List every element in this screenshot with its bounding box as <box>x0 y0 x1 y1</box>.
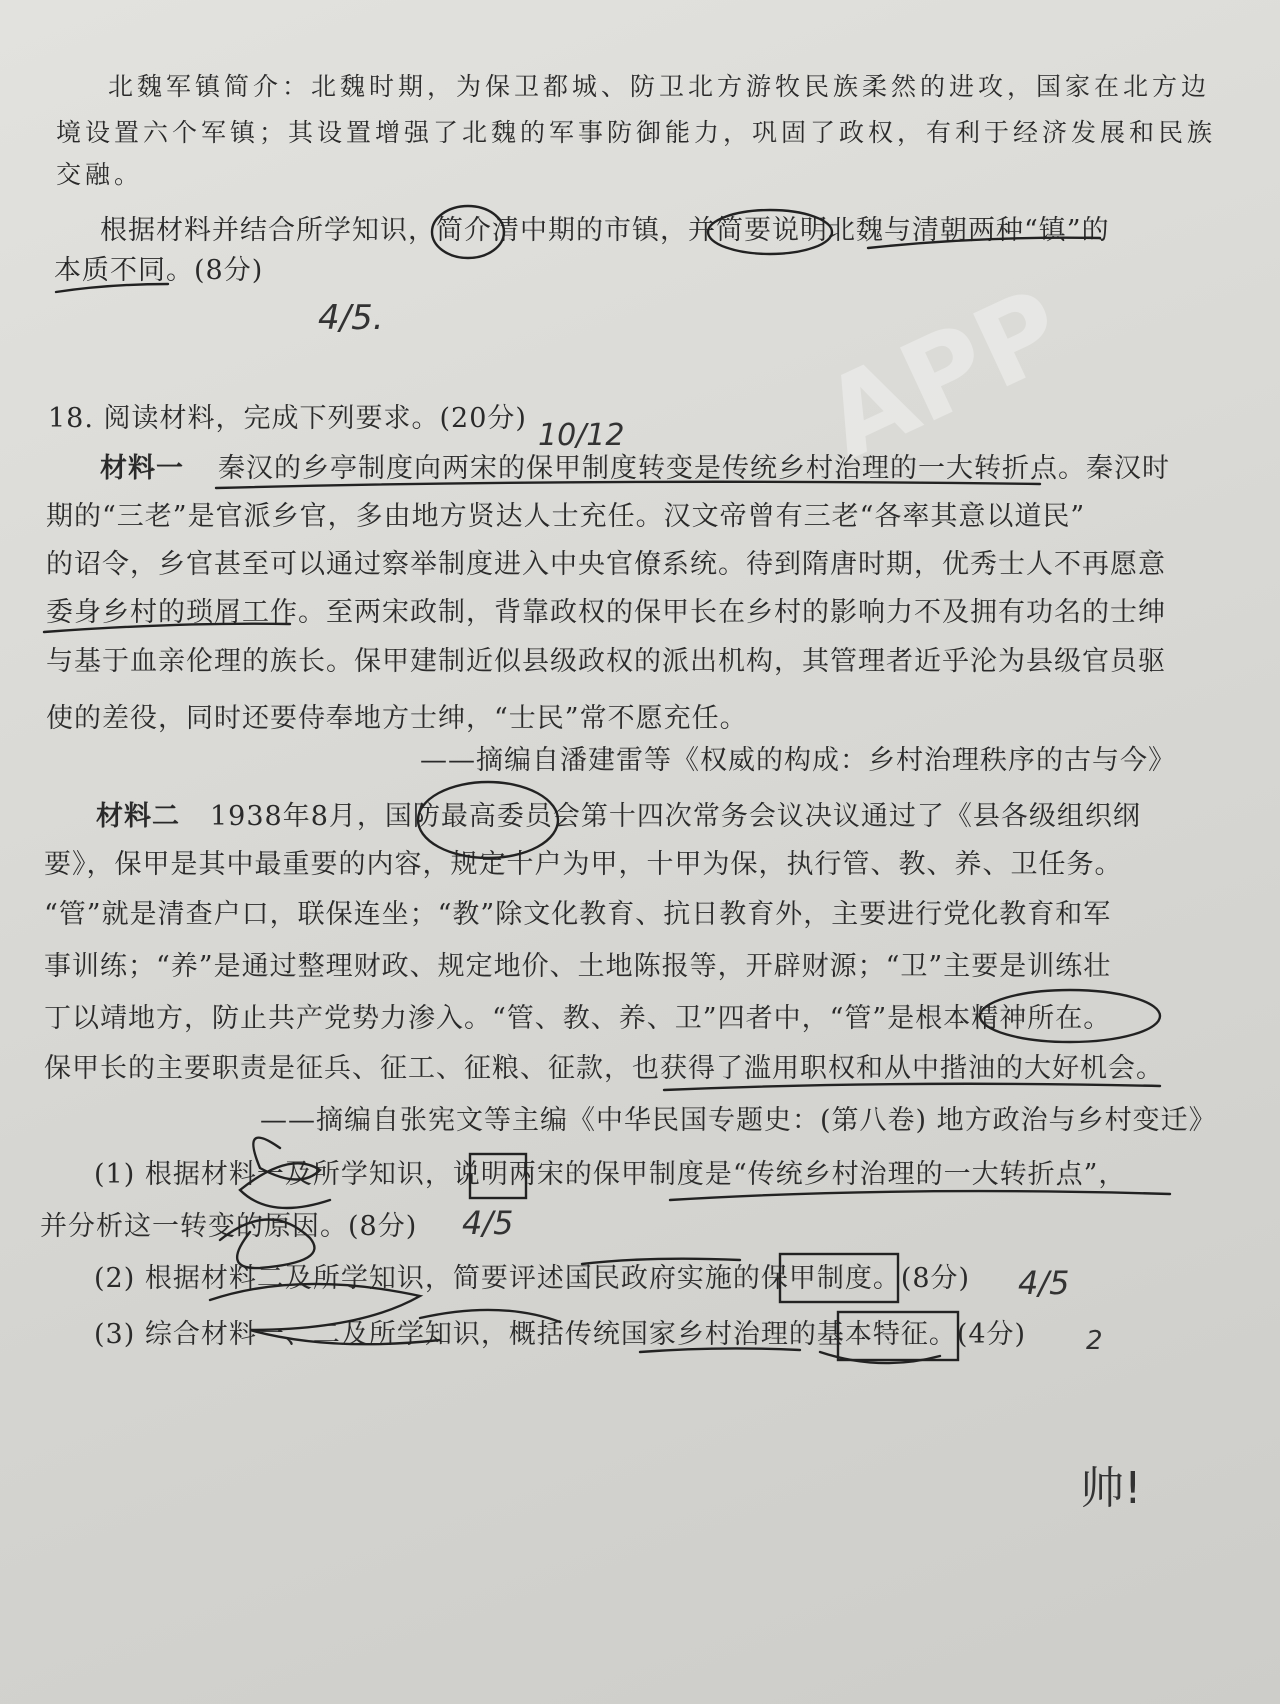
material-one-line-1: 秦汉的乡亭制度向两宋的保甲制度转变是传统乡村治理的一大转折点。秦汉时 <box>218 453 1170 484</box>
q18-heading: 18. 阅读材料，完成下列要求。(20分) <box>48 403 527 434</box>
material-one-source: ——摘编自潘建雷等《权威的构成：乡村治理秩序的古与今》 <box>420 745 1176 776</box>
sub-question-3-score: 2 <box>1086 1326 1103 1356</box>
sub-question-3: (3) 综合材料一、二及所学知识，概括传统国家乡村治理的基本特征。(4分) <box>94 1319 1027 1350</box>
material-one-line-5: 与基于血亲伦理的族长。保甲建制近似县级政权的派出机构，其管理者近乎沦为县级官员驱 <box>46 646 1166 677</box>
watermark: APP <box>804 263 1082 485</box>
material-one-line-3: 的诏令，乡官甚至可以通过察举制度进入中央官僚系统。待到隋唐时期，优秀士人不再愿意 <box>46 549 1166 580</box>
sub-question-2: (2) 根据材料二及所学知识，简要评述国民政府实施的保甲制度。(8分) <box>94 1263 971 1294</box>
material-one-line-4: 委身乡村的琐屑工作。至两宋政制，背靠政权的保甲长在乡村的影响力不及拥有功名的士绅 <box>46 597 1166 628</box>
underline-mark <box>670 1191 1170 1200</box>
material-two-label: 材料二 <box>96 801 180 832</box>
q17-prompt-line-1: 根据材料并结合所学知识，简介清中期的市镇，并简要说明北魏与清朝两种“镇”的 <box>100 215 1110 246</box>
sub-question-2-score: 4/5 <box>1018 1264 1070 1302</box>
material-two-line-1: 1938年8月，国防最高委员会第十四次常务会议决议通过了《县各级组织纲 <box>210 801 1141 832</box>
sub-question-1-line-1: (1) 根据材料一及所学知识，说明两宋的保甲制度是“传统乡村治理的一大转折点”， <box>94 1159 1127 1190</box>
q17-prompt-line-2: 本质不同。(8分) <box>54 255 264 286</box>
intro-line-3: 交融。 <box>56 160 144 189</box>
material-one-line-2: 期的“三老”是官派乡官，多由地方贤达人士充任。汉文帝曾有三老“各率其意以道民” <box>46 501 1086 532</box>
material-two-line-3: “管”就是清查户口，联保连坐；“教”除文化教育、抗日教育外，主要进行党化教育和军 <box>44 899 1112 930</box>
material-two-line-6: 保甲长的主要职责是征兵、征工、征粮、征款，也获得了滥用职权和从中揩油的大好机会。 <box>44 1053 1164 1084</box>
material-one-label: 材料一 <box>100 453 184 484</box>
sub-question-1-line-2: 并分析这一转变的原因。(8分) <box>40 1211 418 1242</box>
material-two-source: ——摘编自张宪文等主编《中华民国专题史：(第八卷) 地方政治与乡村变迁》 <box>260 1105 1217 1136</box>
material-one-line-6: 使的差役，同时还要侍奉地方士绅，“士民”常不愿充任。 <box>46 703 748 734</box>
sub-question-1-score: 4/5 <box>462 1204 514 1242</box>
material-two-line-5: 丁以靖地方，防止共产党势力渗入。“管、教、养、卫”四者中，“管”是根本精神所在。 <box>44 1003 1112 1034</box>
q18-heading-score: 10/12 <box>538 418 625 453</box>
scribble-mark <box>820 1352 940 1363</box>
material-two-line-4: 事训练；“养”是通过整理财政、规定地价、土地陈报等，开辟财源；“卫”主要是训练壮 <box>44 951 1112 982</box>
handwritten-comment: 帅! <box>1080 1463 1142 1514</box>
intro-line-2: 境设置六个军镇；其设置增强了北魏的军事防御能力，巩固了政权，有利于经济发展和民族 <box>56 118 1217 147</box>
q17-score: 4/5. <box>318 298 384 338</box>
intro-line-1: 北魏军镇简介：北魏时期，为保卫都城、防卫北方游牧民族柔然的进攻，国家在北方边 <box>108 72 1211 101</box>
material-two-line-2: 要》，保甲是其中最重要的内容，规定十户为甲，十甲为保，执行管、教、养、卫任务。 <box>44 849 1123 880</box>
